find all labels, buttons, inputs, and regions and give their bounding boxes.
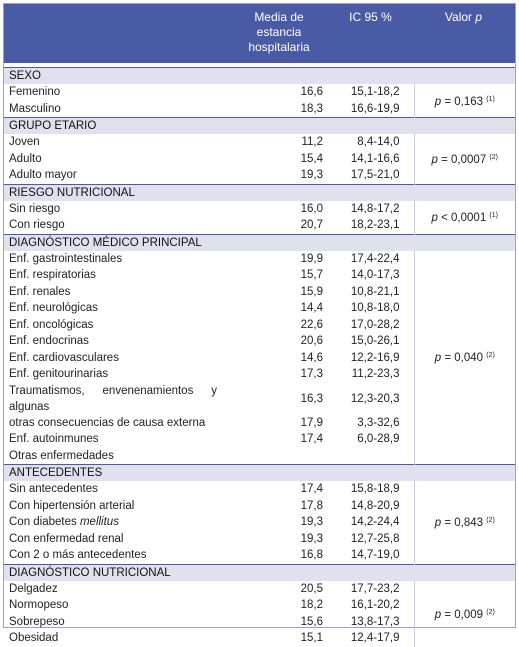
- p-value-footnote: (1): [489, 212, 498, 219]
- row-mean: 18,2: [300, 599, 323, 612]
- row-ci: 15,0-26,1: [350, 335, 400, 348]
- section-p-value: p = 0,843 $^{(2)}$: [414, 481, 515, 564]
- row-label: Obesidad: [9, 632, 59, 645]
- row-ci: 17,4-22,4: [350, 252, 400, 265]
- row-ci: [327, 448, 414, 465]
- row-mean: 20,7: [300, 219, 323, 232]
- row-label: Otras enfermedades: [9, 449, 114, 462]
- row-mean: 16,3: [300, 392, 323, 405]
- row-ci: 6,0-28,9: [357, 433, 400, 446]
- row-label: otras consecuencias de causa externa: [9, 416, 206, 429]
- row-label: Adulto: [9, 152, 42, 165]
- section-title: DIAGNÓSTICO NUTRICIONAL: [4, 564, 515, 581]
- row-ci: 10,8-21,1: [350, 285, 400, 298]
- row-ci: 11,2-23,3: [351, 368, 400, 381]
- row-label: Enf. oncológicas: [9, 318, 94, 331]
- row-label: Con riesgo: [9, 219, 65, 232]
- p-value-footnote: (2): [486, 517, 495, 525]
- section-p-value: p = 0,163 $^{(1)}$: [414, 84, 515, 118]
- row-label: Femenino: [9, 86, 61, 99]
- row-label: Enf. renales: [9, 285, 71, 298]
- row-label: Masculino: [9, 102, 61, 115]
- row-mean: 17,4: [300, 433, 323, 446]
- row-label: Enf. genitourinarias: [9, 368, 109, 381]
- row-ci: 8,4-14,0: [357, 136, 400, 149]
- row-mean: 15,6: [300, 615, 323, 628]
- row-mean: 11,2: [301, 136, 323, 149]
- row-ci: 15,8-18,9: [350, 483, 400, 496]
- row-ci: 17,0-28,2: [350, 318, 400, 331]
- row-mean: 19,3: [300, 516, 323, 529]
- length-of-stay-table: [4, 4, 515, 647]
- row-mean: 15,7: [300, 269, 323, 282]
- row-label: Adulto mayor: [9, 169, 77, 182]
- stats-table-container: [3, 3, 516, 645]
- section-title: SEXO: [4, 68, 515, 85]
- row-ci: 16,1-20,2: [350, 599, 400, 612]
- row-ci: 12,2-16,9: [350, 351, 400, 364]
- row-ci: 10,8-18,0: [350, 302, 400, 315]
- row-mean: 18,3: [300, 102, 323, 115]
- p-value-footnote: (1): [486, 95, 495, 103]
- section-header: [4, 465, 515, 482]
- row-label: Enf. endocrinas: [9, 335, 89, 348]
- row-ci: 3,3-32,6: [357, 416, 400, 429]
- row-ci: 14,1-16,6: [350, 152, 400, 165]
- row-label: Con enfermedad renal: [9, 532, 124, 545]
- header-p-value: Valor p: [444, 10, 483, 24]
- row-label: Normopeso: [9, 599, 69, 612]
- row-mean: 15,9: [300, 285, 323, 298]
- row-label: Enf. neurológicas: [9, 302, 98, 315]
- section-header: [4, 234, 515, 251]
- table-row: [4, 201, 515, 218]
- row-mean: 17,8: [300, 499, 323, 512]
- table-row: [4, 581, 515, 598]
- row-mean: 15,4: [300, 152, 323, 165]
- row-mean: 16,0: [300, 202, 323, 215]
- row-mean: 22,6: [300, 318, 323, 331]
- row-label: Delgadez: [9, 582, 58, 595]
- row-ci: 18,2-23,1: [350, 219, 400, 232]
- row-mean: 19,9: [300, 252, 323, 265]
- row-mean: 20,5: [300, 582, 323, 595]
- row-mean: [221, 448, 327, 465]
- row-label: Sin antecedentes: [9, 483, 98, 496]
- row-mean: 15,1: [300, 632, 323, 645]
- row-label: Enf. gastrointestinales: [9, 252, 123, 265]
- row-mean: 14,6: [300, 351, 323, 364]
- row-ci: 14,0-17,3: [350, 269, 400, 282]
- row-ci: 14,8-20,9: [350, 499, 400, 512]
- row-ci: 14,2-24,4: [350, 516, 400, 529]
- table-row: [4, 251, 515, 268]
- row-mean: 16,8: [300, 549, 323, 562]
- row-label: Con 2 o más antecedentes: [9, 549, 147, 562]
- section-header: [4, 184, 515, 201]
- section-p-value: p = 0,009 $^{(2)}$: [414, 581, 515, 647]
- row-label: Enf. autoinmunes: [9, 433, 99, 446]
- header-row: [4, 4, 515, 63]
- p-value-footnote: (2): [486, 352, 495, 360]
- section-p-value: p = 0,040 $^{(2)}$: [414, 251, 515, 465]
- row-ci: 13,8-17,3: [350, 615, 400, 628]
- row-label: Enf. respiratorias: [9, 269, 96, 282]
- row-ci: 17,5-21,0: [350, 169, 400, 182]
- row-mean: 19,3: [300, 169, 323, 182]
- row-label: Con diabetes mellitus: [9, 516, 119, 529]
- row-label: Traumatismos, envenenamientos y algunas: [9, 384, 217, 413]
- section-header: [4, 564, 515, 581]
- section-header: [4, 118, 515, 135]
- row-mean: 16,6: [300, 86, 323, 99]
- p-value-footnote: (2): [489, 153, 498, 161]
- row-ci: 17,7-23,2: [350, 582, 400, 595]
- section-title: RIESGO NUTRICIONAL: [4, 184, 515, 201]
- row-ci: 12,7-25,8: [350, 532, 400, 545]
- row-mean: 14,4: [300, 302, 323, 315]
- p-value-footnote: (2): [486, 608, 495, 616]
- row-ci: 12,3-20,3: [350, 392, 400, 405]
- header-mean-stay: Media de estancia hospitalaria: [248, 10, 310, 54]
- section-p-value: p = 0,0007 $^{(2)}$: [414, 134, 515, 184]
- section-title: DIAGNÓSTICO MÉDICO PRINCIPAL: [4, 234, 515, 251]
- table-row: [4, 84, 515, 101]
- row-mean: 17,4: [300, 483, 323, 496]
- table-row: [4, 481, 515, 498]
- row-mean: 17,3: [300, 368, 323, 381]
- row-ci: 14,8-17,2: [350, 202, 400, 215]
- row-label: Sin riesgo: [9, 202, 61, 215]
- section-p-value: p < 0,0001 $^{(1)}$: [414, 201, 515, 235]
- row-ci: 16,6-19,9: [350, 102, 400, 115]
- row-label: Joven: [9, 136, 40, 149]
- header-variable: [4, 4, 221, 63]
- row-ci: 12,4-17,9: [350, 632, 400, 645]
- row-mean: 20,6: [300, 335, 323, 348]
- row-mean: 19,3: [300, 532, 323, 545]
- row-ci: 15,1-18,2: [350, 86, 400, 99]
- row-mean: 17,9: [300, 416, 323, 429]
- table-row: [4, 134, 515, 151]
- row-label: Con hipertensión arterial: [9, 499, 135, 512]
- row-ci: 14,7-19,0: [350, 549, 400, 562]
- table-body: [4, 63, 515, 647]
- row-label: Sobrepeso: [9, 615, 65, 628]
- section-title: GRUPO ETARIO: [4, 118, 515, 135]
- section-title: ANTECEDENTES: [4, 465, 515, 482]
- section-header: [4, 68, 515, 85]
- header-ci95: IC 95 %: [349, 10, 392, 24]
- row-label: Enf. cardiovasculares: [9, 351, 119, 364]
